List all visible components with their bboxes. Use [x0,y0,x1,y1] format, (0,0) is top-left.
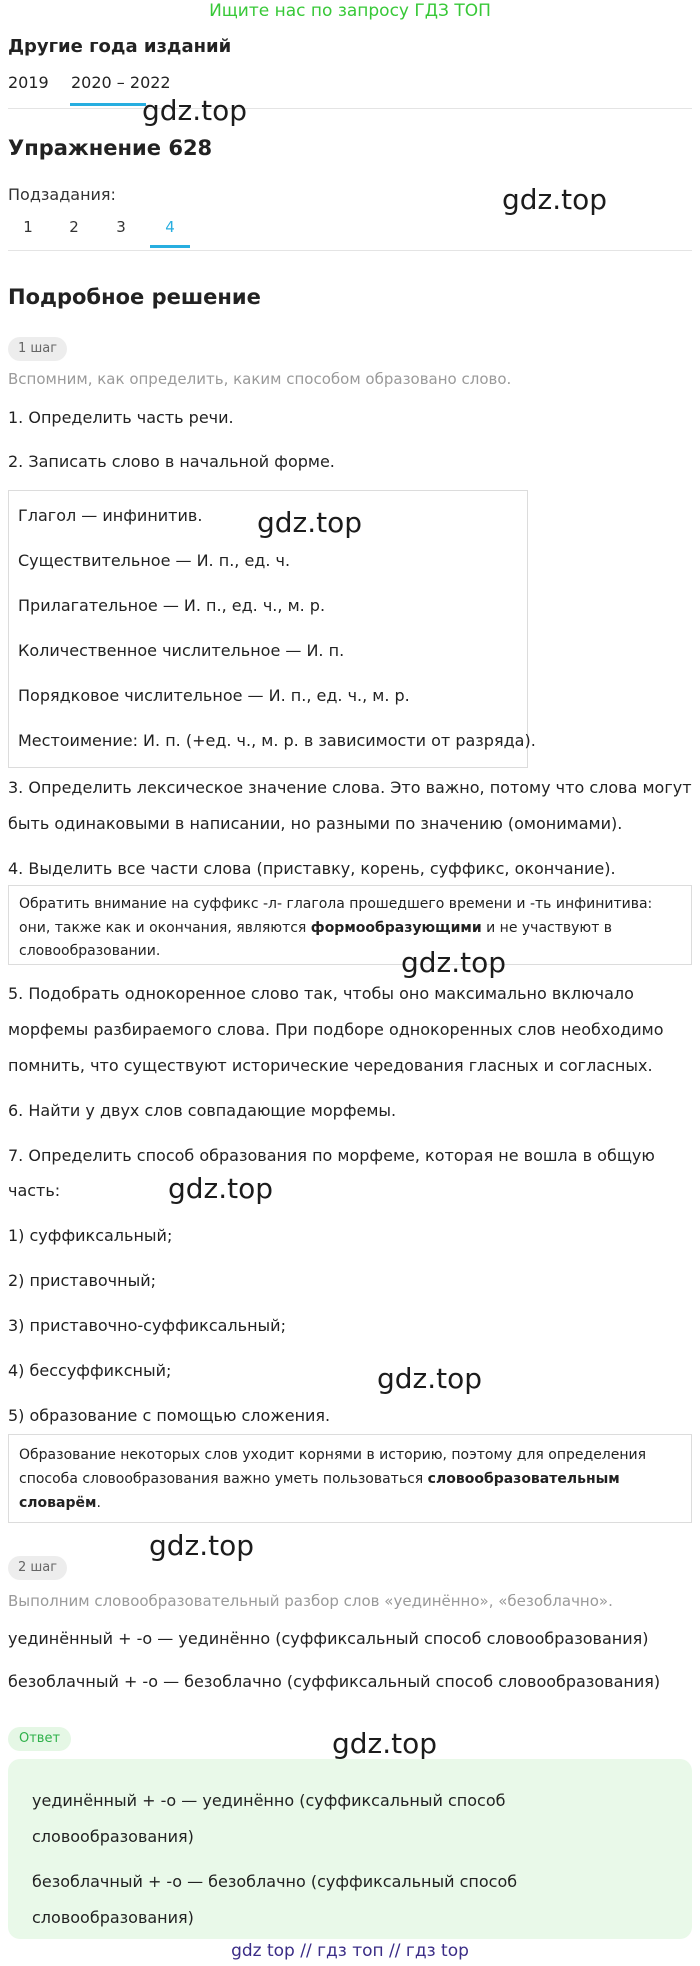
subtask-tab-4[interactable]: 4 [165,218,175,236]
form-line: Количественное числительное — И. п. [18,641,345,660]
watermark: gdz.top [401,946,507,979]
watermark: gdz.top [332,1727,438,1760]
step-text: безоблачный + -о — безоблачно (суффиксальный способ словообразования) [8,1672,661,1691]
step-text: 7. Определить способ образования по морфеме, которая не вошла в общую [8,1146,655,1165]
step-2-hint: Выполним словообразовательный разбор слов «уединённо», «безоблачно». [8,1592,613,1610]
step-1-hint: Вспомним, как определить, каким способом образовано слово. [8,370,512,388]
watermark: gdz.top [257,506,363,539]
method-item: 5) образование с помощью сложения. [8,1406,331,1425]
method-item: 1) суффиксальный; [8,1226,173,1245]
watermark: gdz.top [168,1172,274,1205]
divider [8,250,692,251]
active-year-indicator [70,103,146,106]
answer-line: уединённый + -о — уединённо (суффиксальный способ [32,1791,506,1810]
form-line: Порядковое числительное — И. п., ед. ч., м. р. [18,686,410,705]
step-text: уединённый + -о — уединённо (суффиксальный способ словообразования) [8,1629,649,1648]
step-badge-1: 1 шаг [8,337,67,361]
method-item: 2) приставочный; [8,1271,156,1290]
answer-badge: Ответ [8,1727,71,1751]
note-line: словарём. [19,1495,101,1511]
form-line: Прилагательное — И. п., ед. ч., м. р. [18,596,326,615]
note-line: они, также как и окончания, являются формообразующими и не участвуют в [19,920,613,936]
active-subtask-indicator [150,245,190,248]
subtasks-label: Подзадания: [8,185,116,204]
form-line: Глагол — инфинитив. [18,506,203,525]
method-item: 3) приставочно-суффиксальный; [8,1316,286,1335]
watermark: gdz.top [142,94,248,127]
search-banner[interactable]: Ищите нас по запросу ГДЗ ТОП [209,1,491,21]
year-tab-2020-2022[interactable]: 2020 – 2022 [71,73,171,92]
form-line: Местоимение: И. п. (+ед. ч., м. р. в зависимости от разряда). [18,731,536,750]
answer-line: безоблачный + -о — безоблачно (суффиксальный способ [32,1872,518,1891]
watermark: gdz.top [502,183,608,216]
step-text: часть: [8,1181,61,1200]
step-text: 5. Подобрать однокоренное слово так, чтобы оно максимально включало [8,984,634,1003]
step-text: 4. Выделить все части слова (приставку, корень, суффикс, окончание). [8,859,616,878]
subtask-tab-3[interactable]: 3 [116,218,126,236]
solution-title: Подробное решение [8,285,261,309]
form-line: Существительное — И. п., ед. ч. [18,551,291,570]
watermark: gdz.top [377,1362,483,1395]
method-item: 4) бессуффиксный; [8,1361,172,1380]
note-line: Обратить внимание на суффикс -л- глагола прошедшего времени и -ть инфинитива: [19,896,653,912]
footer-links[interactable]: gdz top // гдз топ // гдз top [231,1941,469,1961]
note-line: Образование некоторых слов уходит корнями в историю, поэтому для определения [19,1447,647,1463]
step-badge-2: 2 шаг [8,1556,67,1580]
step-text: 2. Записать слово в начальной форме. [8,452,335,471]
year-tab-2019[interactable]: 2019 [8,73,49,92]
answer-box [8,1759,692,1939]
note-box [8,1434,692,1523]
note-line: словообразовании. [19,943,161,959]
answer-line: словообразования) [32,1827,194,1846]
divider [8,108,692,109]
step-text: 1. Определить часть речи. [8,408,234,427]
answer-line: словообразования) [32,1908,194,1927]
subtask-tab-2[interactable]: 2 [69,218,79,236]
step-text: помнить, что существуют исторические чередования гласных и согласных. [8,1056,653,1075]
note-line: способа словообразования важно уметь пользоваться словообразовательным [19,1471,620,1487]
step-text: 6. Найти у двух слов совпадающие морфемы. [8,1101,397,1120]
step-text: быть одинаковыми в написании, но разными по значению (омонимами). [8,814,623,833]
watermark: gdz.top [149,1529,255,1562]
step-text: морфемы разбираемого слова. При подборе однокоренных слов необходимо [8,1020,664,1039]
subtask-tab-1[interactable]: 1 [23,218,33,236]
step-text: 3. Определить лексическое значение слова. Это важно, потому что слова могут [8,778,692,797]
note-box [8,885,692,965]
exercise-title: Упражнение 628 [8,136,213,160]
other-years-title: Другие года изданий [8,36,232,57]
